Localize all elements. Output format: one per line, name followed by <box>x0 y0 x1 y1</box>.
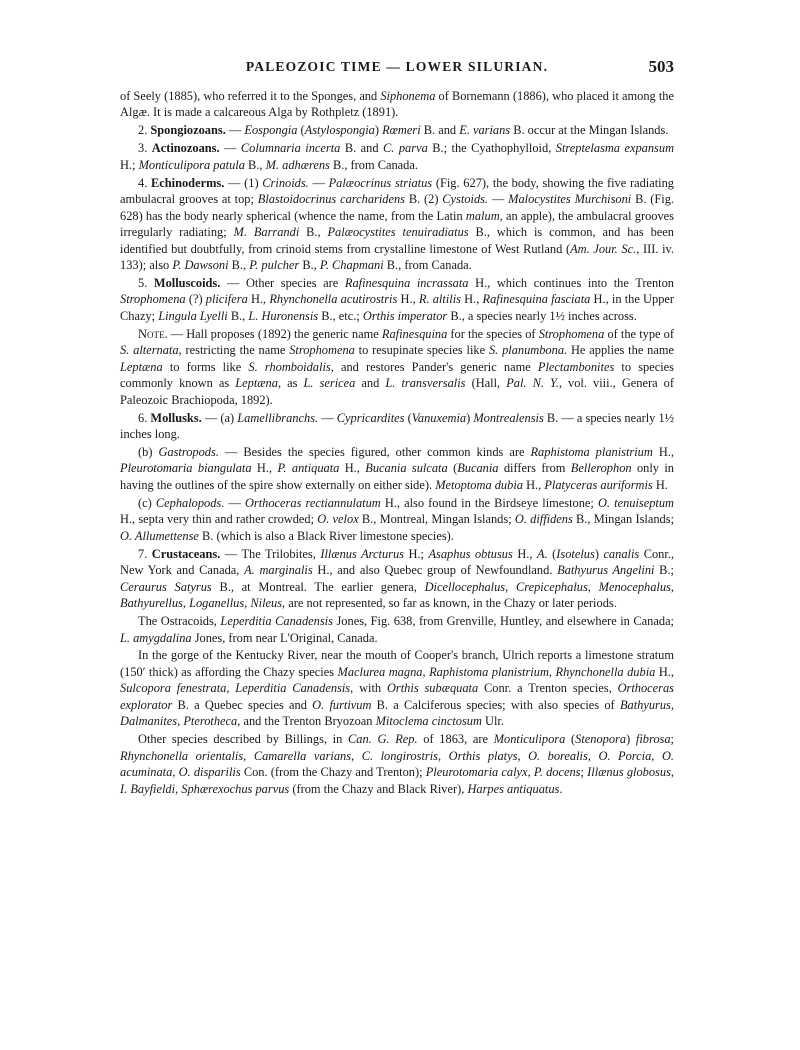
text-run: , III. iv. 133); also <box>120 241 674 273</box>
text-run: — <box>224 495 245 510</box>
italic-term: L. Huronensis <box>248 308 319 323</box>
text-run: , an apple), the ambulacral grooves irregularly radiating; <box>120 208 675 240</box>
italic-term: Pal. N. Y. <box>506 376 559 391</box>
italic-term: Leperditia Canadensis <box>220 614 333 629</box>
text-run: , <box>422 664 430 679</box>
text-run: H., in the Upper Chazy; <box>120 292 675 323</box>
text-run: H., and also Quebec group of Newfoundland. <box>312 563 558 578</box>
text-run: H., <box>247 292 270 307</box>
italic-term: P. Dawsoni <box>172 258 229 273</box>
italic-term: Bellerophon <box>570 461 632 476</box>
text-run: B., from Canada. <box>383 258 472 273</box>
text-run: Con. (from the Chazy and Trenton); <box>240 765 426 780</box>
italic-term: Menocephalus <box>598 579 671 594</box>
text-run: — <box>318 410 337 425</box>
text-run: B. (Fig. 628) has the body nearly spherical (whence the name, from the Latin <box>120 192 675 223</box>
paragraph-spongiozoans <box>120 122 674 138</box>
text-run: , and the Trenton Bryozoan <box>237 714 376 729</box>
italic-term: Bathyurus <box>619 697 671 712</box>
text-run: — <box>488 192 509 207</box>
italic-term: A. <box>536 546 548 561</box>
section-heading: Actinozoans. <box>151 141 220 156</box>
text-run: ) <box>466 410 474 425</box>
text-run: , <box>527 765 534 780</box>
text-run: , vol. viii., Genera of Paleozoic Brachiopoda, 1892). <box>120 376 674 407</box>
paragraph-echinoderms <box>120 175 674 274</box>
text-run: , <box>587 748 599 763</box>
text-run: B. (2) <box>405 192 443 207</box>
italic-term: Malocystites Murchisoni <box>508 192 632 207</box>
text-run: B. a Calciferous species; with also species of <box>371 697 620 712</box>
paragraph-gastropods <box>120 444 674 493</box>
text-run: for the species of <box>447 326 539 341</box>
text-run: , <box>243 748 254 763</box>
text-run: , <box>175 781 182 796</box>
text-run: H., septa very thin and rather crowded; <box>120 512 318 527</box>
text-run: , <box>172 765 179 780</box>
italic-term: S. alternata <box>120 343 179 358</box>
italic-term: Streptelasma expansum <box>555 141 675 156</box>
italic-term: Gastropods. <box>158 445 219 460</box>
italic-term: plicifera <box>205 292 248 307</box>
italic-term: O. diffidens <box>514 512 573 527</box>
italic-term: L. amygdalina <box>120 630 192 645</box>
text-run: ) <box>374 123 383 138</box>
paragraph-mollusks <box>120 410 674 443</box>
text-run: (Hall, <box>465 376 507 391</box>
text-run: , <box>226 681 236 696</box>
text-run: B., which is common, and has been identified but doubtfully, from crinoid stems from crystalline limestone of West Rutland ( <box>120 225 674 256</box>
italic-term: Raphistoma planistrium <box>429 664 549 679</box>
italic-term: Harpes antiquatus <box>467 781 560 796</box>
text-run: H. <box>652 477 668 492</box>
text-run: B. a Quebec species and <box>172 697 313 712</box>
italic-term: O. acuminata <box>120 748 674 780</box>
paragraph-cephalopods <box>120 495 674 544</box>
italic-term: Astylospongia <box>304 123 375 138</box>
paragraph-billings <box>120 731 674 797</box>
italic-term: Am. Jour. Sc. <box>570 241 637 256</box>
italic-term: Illænus Arcturus <box>320 546 404 561</box>
paragraph-seely <box>120 88 674 121</box>
text-run: (c) <box>138 495 156 510</box>
text-run: Jones, from near L'Original, Canada. <box>191 630 378 645</box>
text-run: 2. <box>138 123 151 138</box>
text-run: In the gorge of the Kentucky River, near the mouth of Cooper's branch, Ulrich reports a limestone stratum (150′ thick) as affording the Chazy species <box>120 648 674 679</box>
text-run: to resupinate species like <box>354 343 489 358</box>
italic-term: Monticulipora <box>493 732 566 747</box>
text-run: ; <box>670 732 674 747</box>
text-run: — <box>225 123 245 138</box>
italic-term: O. velox <box>317 512 359 527</box>
italic-term: Mitoclema cinctosum <box>375 714 482 729</box>
text-run: Conr., New York and Canada, <box>120 546 675 578</box>
text-run: to species commonly known as <box>120 359 674 391</box>
italic-term: Leperditia Canadensis <box>235 681 351 696</box>
text-run: ( <box>297 123 305 138</box>
text-run: H., also found in the Birdseye limestone; <box>380 495 598 510</box>
italic-term: Asaphus obtusus <box>428 546 513 561</box>
italic-term: Pleurotomaria calyx <box>425 765 528 780</box>
text-run: Jones, Fig. 638, from Grenville, Huntley, and elsewhere in Canada; <box>332 614 675 629</box>
italic-term: Lamellibranchs. <box>237 410 319 425</box>
text-run: , <box>517 748 529 763</box>
italic-term: C. longirostris <box>361 748 438 763</box>
text-run: B., <box>227 308 249 323</box>
text-run: of Seely (1885), who referred it to the Sponges, and <box>120 89 381 103</box>
text-run: — (a) <box>201 410 238 425</box>
text-run: — (1) <box>224 175 263 190</box>
italic-term: P. docens <box>533 765 581 780</box>
italic-term: S. planumbona <box>488 343 565 358</box>
italic-term: Bathyurellus <box>120 596 183 611</box>
text-run: of the type of <box>604 326 674 341</box>
text-run: — <box>308 175 329 190</box>
italic-term: Cephalopods. <box>155 495 225 510</box>
italic-term: canalis <box>603 546 640 561</box>
text-run: — <box>219 141 241 156</box>
italic-term: P. pulcher <box>249 258 300 273</box>
italic-term: L. transversalis <box>385 376 466 391</box>
text-run: 6. <box>138 410 151 425</box>
paragraph-molluscoids <box>120 275 674 324</box>
text-run: B. — a species nearly 1½ inches long. <box>120 410 674 442</box>
text-run: — Besides the species figured, other common kinds are <box>218 445 531 460</box>
text-run: , <box>670 697 674 712</box>
italic-term: Camarella varians <box>253 748 352 763</box>
italic-term: Rœmeri <box>382 123 421 138</box>
italic-term: Siphonema <box>380 89 436 103</box>
text-run: B., <box>228 258 250 273</box>
text-run: H., which continues into the Trenton <box>468 275 675 290</box>
italic-term: P. Chapmani <box>319 258 384 273</box>
italic-term: Isotelus <box>556 546 595 561</box>
text-run: . He applies the name <box>564 343 674 358</box>
text-run: B., a species nearly 1½ inches across. <box>447 308 637 323</box>
italic-term: Rafinesquina incrassata <box>344 275 469 290</box>
italic-term: Bucania sulcata <box>365 461 448 476</box>
italic-term: R. altilis <box>418 292 461 307</box>
italic-term: Cystoids. <box>442 192 489 207</box>
text-run: , <box>587 579 599 594</box>
text-run: B., Montreal, Mingan Islands; <box>358 512 515 527</box>
italic-term: Cypricardites <box>336 410 405 425</box>
section-heading: Crustaceans. <box>151 546 221 561</box>
text-run: , as <box>277 376 304 391</box>
text-run: B. occur at the Mingan Islands. <box>510 123 669 138</box>
text-run: Conr. a Trenton species, <box>478 681 618 696</box>
text-run: , <box>351 748 362 763</box>
text-run: B. and <box>340 141 384 156</box>
italic-term: Platyceras auriformis <box>544 477 653 492</box>
text-run: B., <box>299 258 320 273</box>
italic-term: Rafinesquina fasciata <box>482 292 591 307</box>
section-heading: Spongiozoans. <box>150 123 226 138</box>
text-run: , <box>505 579 516 594</box>
italic-term: malum <box>465 208 500 223</box>
italic-term: S. rhomboidalis <box>248 359 331 374</box>
italic-term: O. borealis <box>528 748 588 763</box>
text-run: , <box>548 664 556 679</box>
text-run: , <box>437 748 449 763</box>
italic-term: Orthis imperator <box>362 308 448 323</box>
italic-term: Monticulipora patula <box>138 157 245 172</box>
text-run: B., <box>244 157 266 172</box>
italic-term: Maclurea magna <box>337 664 423 679</box>
text-run: B.; <box>654 563 674 578</box>
page-number: 503 <box>648 57 674 76</box>
text-run: H., <box>460 292 483 307</box>
paragraph-note <box>120 326 674 408</box>
text-run: — Other species are <box>220 275 345 290</box>
paragraph-actinozoans <box>120 140 674 173</box>
text-run: , restricting the name <box>178 343 290 358</box>
italic-term: Rhynchonella acutirostris <box>269 292 398 307</box>
italic-term: Strophomena <box>538 326 605 341</box>
italic-term: Metoptoma dubia <box>435 477 523 492</box>
italic-term: Eospongia <box>244 123 298 138</box>
text-run: , <box>244 596 251 611</box>
section-heading: Mollusks. <box>150 410 202 425</box>
italic-term: P. antiquata <box>277 461 340 476</box>
italic-term: Loganellus <box>189 596 245 611</box>
italic-term: O. Porcia <box>598 748 652 763</box>
italic-term: Blastoidocrinus carcharidens <box>257 192 406 207</box>
text-run: H., <box>655 664 674 679</box>
text-run: ( <box>547 546 557 561</box>
italic-term: Raphistoma planistrium <box>530 445 653 460</box>
text-run: . <box>559 781 563 796</box>
text-run: H., <box>512 546 537 561</box>
italic-term: Bathyurus Angelini <box>557 563 655 578</box>
italic-term: Palæocrinus striatus <box>328 175 433 190</box>
text-run: , <box>670 765 675 780</box>
italic-term: Columnaria incerta <box>240 141 341 156</box>
text-run: ) <box>626 732 636 747</box>
italic-term: Leptæna <box>120 359 163 374</box>
text-run: , with <box>350 681 387 696</box>
text-run: Ulr. <box>481 714 504 729</box>
italic-term: Rafinesquina <box>381 326 448 341</box>
section-heading: Echinoderms. <box>151 175 225 190</box>
text-run: to forms like <box>162 359 249 374</box>
note-label: Note. <box>138 326 168 341</box>
italic-term: Crinoids. <box>262 175 309 190</box>
italic-term: Montrealensis <box>473 410 544 425</box>
text-run: ( <box>404 410 412 425</box>
text-run: and <box>355 376 386 391</box>
italic-term: E. varians <box>459 123 511 138</box>
italic-term: Palæocystites tenuiradiatus <box>327 225 469 240</box>
text-run: , are not represented, so far as known, in the Chazy or later periods. <box>282 596 617 611</box>
italic-term: O. furtivum <box>312 697 372 712</box>
italic-term: Strophomena <box>120 292 186 307</box>
italic-term: Sphærexochus parvus <box>181 781 290 796</box>
italic-term: Bucania <box>457 461 499 476</box>
italic-term: Can. G. Rep. <box>348 732 418 747</box>
paragraph-ostracoids <box>120 613 674 646</box>
text-run: ( <box>447 461 458 476</box>
italic-term: Plectambonites <box>537 359 615 374</box>
text-run: 5. <box>138 275 154 290</box>
paragraph-crustaceans <box>120 546 674 612</box>
text-run: B.; the Cyathophylloid, <box>427 141 556 156</box>
italic-term: Rhynchonella dubia <box>555 664 656 679</box>
italic-term: Strophomena <box>289 343 355 358</box>
text-run: B., <box>299 225 328 240</box>
text-run: — The Trilobites, <box>220 546 321 561</box>
italic-term: C. parva <box>383 141 428 156</box>
text-run: B. (which is also a Black River limestone species). <box>198 528 454 543</box>
italic-term: Orthis subæquata <box>386 681 479 696</box>
text-run: B., etc.; <box>318 308 363 323</box>
italic-term: Rhynchonella orientalis <box>120 748 244 763</box>
italic-term: Orthoceras explorator <box>120 681 675 712</box>
italic-term: Pterotheca <box>183 714 238 729</box>
italic-term: Sulcopora fenestrata <box>120 681 227 696</box>
italic-term: Stenopora <box>575 732 627 747</box>
paragraph-kentucky <box>120 647 674 729</box>
text-run: H., <box>522 477 545 492</box>
text-run: , <box>177 714 184 729</box>
text-run: B., from Canada. <box>329 157 418 172</box>
text-run: (Fig. 627), the body, showing the five radiating ambulacral grooves at top; <box>120 175 674 207</box>
italic-term: M. adhærens <box>265 157 330 172</box>
text-run: , <box>651 748 662 763</box>
italic-term: O. tenuiseptum <box>597 495 675 510</box>
page-body <box>120 88 674 799</box>
italic-term: M. Barrandi <box>233 225 300 240</box>
running-title: PALEOZOIC TIME — LOWER SILURIAN. <box>245 59 549 74</box>
text-run: B., at Montreal. The earlier genera, <box>211 579 425 594</box>
text-run: H., <box>251 461 278 476</box>
italic-term: fibrosa <box>635 732 671 747</box>
text-run: B. and <box>420 123 460 138</box>
text-run: H.; <box>120 157 139 172</box>
text-run: ( <box>565 732 576 747</box>
page-header <box>120 57 674 79</box>
text-run: H., <box>339 461 366 476</box>
text-run: 3. <box>138 141 152 156</box>
text-run: 4. <box>138 175 151 190</box>
text-run: ; <box>580 765 588 780</box>
section-heading: Molluscoids. <box>153 275 221 290</box>
italic-term: Orthoceras rectiannulatum <box>244 495 381 510</box>
italic-term: L. sericea <box>303 376 356 391</box>
text-run: Other species described by Billings, in <box>138 732 349 747</box>
text-run: H., <box>397 292 419 307</box>
text-run: H.; <box>403 546 429 561</box>
text-run: H., <box>652 445 674 460</box>
italic-term: O. Allumettense <box>120 528 199 543</box>
italic-term: Vanuxemia <box>411 410 467 425</box>
text-run: differs from <box>498 461 571 476</box>
italic-term: Crepicephalus <box>515 579 588 594</box>
italic-term: Illænus globosus <box>587 765 671 780</box>
text-run: (from the Chazy and Black River), <box>289 781 468 796</box>
text-run: B., Mingan Islands; <box>572 512 675 527</box>
text-run: , <box>670 579 674 594</box>
italic-term: Lingula Lyelli <box>158 308 228 323</box>
text-run: of Bornemann (1886), who placed it among the Algæ. It is made a calcareous Alga by Rothpletz (1891). <box>120 89 674 120</box>
text-run: — Hall proposes (1892) the generic name <box>167 326 382 341</box>
text-run: (b) <box>138 445 159 460</box>
italic-term: Nileus <box>250 596 283 611</box>
italic-term: Orthis platys <box>448 748 518 763</box>
italic-term: Ceraurus Satyrus <box>120 579 212 594</box>
text-run: 7. <box>138 546 152 561</box>
text-run: only in having the outlines of the spire show externally on either side). <box>120 461 674 492</box>
italic-term: Dalmanites <box>120 714 178 729</box>
italic-term: O. disparilis <box>178 765 241 780</box>
italic-term: Pleurotomaria biangulata <box>120 461 252 476</box>
italic-term: I. Bayfieldi <box>120 781 176 796</box>
text-run: (?) <box>185 292 206 307</box>
text-run: of 1863, are <box>417 732 494 747</box>
italic-term: Dicellocephalus <box>424 579 506 594</box>
text-run: , and restores Pander's generic name <box>330 359 538 374</box>
italic-term: Leptæna <box>235 376 278 391</box>
text-run: , <box>182 596 190 611</box>
italic-term: A. marginalis <box>244 563 313 578</box>
text-run: ) <box>594 546 604 561</box>
text-run: The Ostracoids, <box>138 614 221 629</box>
